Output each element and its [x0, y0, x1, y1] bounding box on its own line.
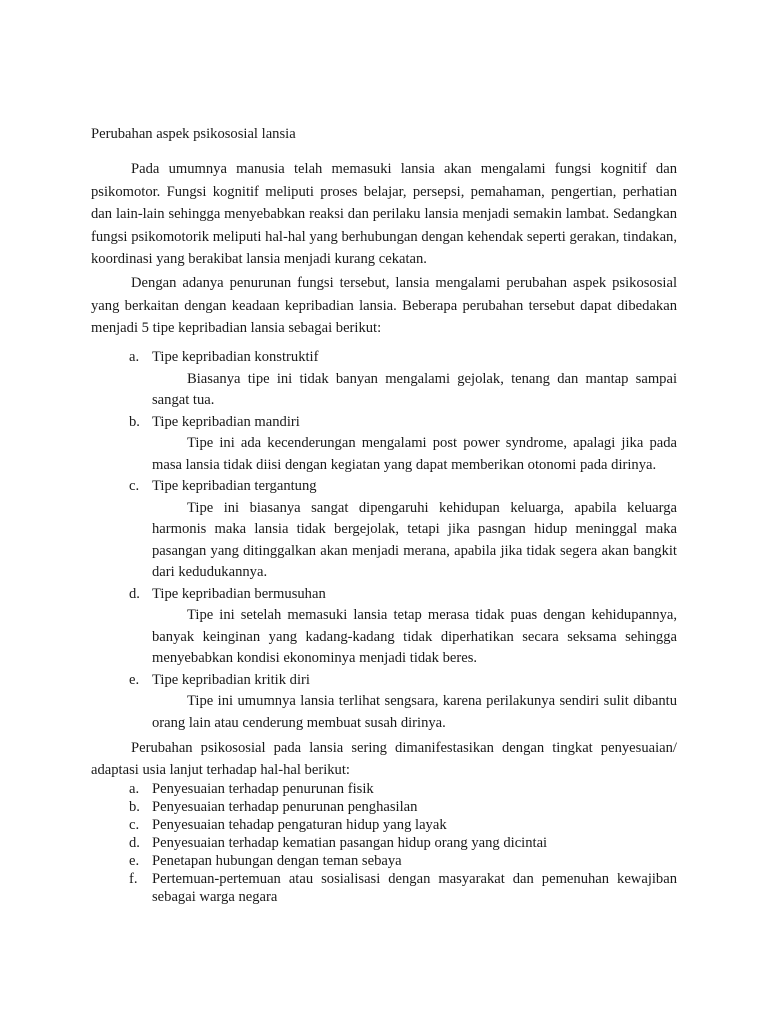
personality-type-heading: Tipe kepribadian tergantung	[152, 478, 317, 494]
personality-type-item	[91, 476, 677, 584]
adjustment-item	[91, 780, 677, 798]
intro-paragraph: Pada umumnya manusia telah memasuki lansia akan mengalami fungsi kognitif dan psikomotor. Fungsi kognitif meliputi proses belajar, persepsi, pemahaman, pengertian, perhatian dan lain-lain sehingga menyebabkan reaksi dan perilaku lansia menjadi semakin lambat. Sedangkan fungsi psikomotorik meliputi hal-hal yang berhubungan dengan kehendak seperti gerakan, tindakan, koordinasi yang berakibat lansia menjadi kurang cekatan.	[91, 161, 677, 267]
adjustment-item	[91, 798, 677, 816]
adjustment-text: Penyesuaian terhadap penurunan fisik	[152, 781, 374, 797]
list-marker: c.	[129, 478, 140, 494]
personality-type-item	[91, 347, 677, 412]
personality-type-description: Tipe ini biasanya sangat dipengaruhi kehidupan keluarga, apabila keluarga harmonis maka lansia tidak bergejolak, tetapi jika pasngan hidup meninggal maka pasangan yang ditinggalkan akan menjadi merana, apabila jika tidak segera akan bangkit dari kedudukannya.	[152, 499, 677, 580]
personality-type-heading: Tipe kepribadian bermusuhan	[152, 585, 326, 602]
list-marker: a.	[129, 781, 140, 797]
personality-type-description: Tipe ini umumnya lansia terlihat sengsara, karena perilakunya sendiri sulit dibantu orang lain atau cenderung membuat susah dirinya.	[152, 693, 677, 731]
personality-type-list	[91, 347, 677, 734]
list-marker: e.	[129, 853, 140, 869]
adjustment-text: Penyesuaian terhadap penurunan penghasilan	[152, 799, 418, 815]
personality-type-item	[91, 670, 677, 735]
adjustment-item	[91, 852, 677, 870]
adjustment-text: Penyesuaian tehadap pengaturan hidup yang layak	[152, 817, 447, 833]
adjustment-intro-paragraph: Perubahan psikososial pada lansia sering dimanifestasikan dengan tingkat penyesuaian/ adaptasi usia lanjut terhadap hal-hal berikut:	[91, 740, 677, 778]
adjustment-text: Penyesuaian terhadap kematian pasangan hidup orang yang dicintai	[152, 835, 548, 851]
adjustment-item	[91, 816, 677, 834]
list-marker: e.	[129, 671, 140, 688]
adjustment-text: Penetapan hubungan dengan teman sebaya	[152, 853, 402, 869]
personality-type-item	[91, 584, 677, 670]
list-marker: b.	[129, 413, 140, 430]
list-marker: a.	[129, 349, 140, 365]
list-marker: d.	[129, 585, 140, 602]
adjustment-text: Pertemuan-pertemuan atau sosialisasi dengan masyarakat dan pemenuhan kewajiban sebagai warga negara	[152, 871, 677, 905]
list-marker: d.	[129, 835, 140, 851]
adjustment-list	[91, 780, 677, 906]
list-marker: c.	[129, 817, 140, 833]
personality-type-heading: Tipe kepribadian kritik diri	[152, 671, 310, 688]
personality-intro-paragraph: Dengan adanya penurunan fungsi tersebut, lansia mengalami perubahan aspek psikososial yang berkaitan dengan keadaan kepribadian lansia. Beberapa perubahan tersebut dapat dibedakan menjadi 5 tipe kepribadian lansia sebagai berikut:	[91, 275, 677, 336]
document-title: Perubahan aspek psikososial lansia	[91, 126, 296, 142]
personality-type-description: Tipe ini ada kecenderungan mengalami post power syndrome, apalagi jika pada masa lansia tidak diisi dengan kegiatan yang dapat memberikan otonomi pada dirinya.	[152, 435, 677, 473]
adjustment-item	[91, 834, 677, 852]
personality-type-heading: Tipe kepribadian konstruktif	[152, 349, 319, 365]
personality-type-description: Biasanya tipe ini tidak banyan mengalami gejolak, tenang dan mantap sampai sangat tua.	[152, 370, 677, 408]
list-marker: f.	[129, 871, 138, 887]
personality-type-item	[91, 412, 677, 477]
personality-type-heading: Tipe kepribadian mandiri	[152, 413, 300, 430]
adjustment-item	[91, 870, 677, 906]
personality-type-description: Tipe ini setelah memasuki lansia tetap merasa tidak puas dengan kehidupannya, banyak keinginan yang kadang-kadang tidak diperhatikan secara seksama sehingga menyebabkan kondisi ekonominya menjadi tidak beres.	[152, 607, 677, 666]
list-marker: b.	[129, 799, 140, 815]
